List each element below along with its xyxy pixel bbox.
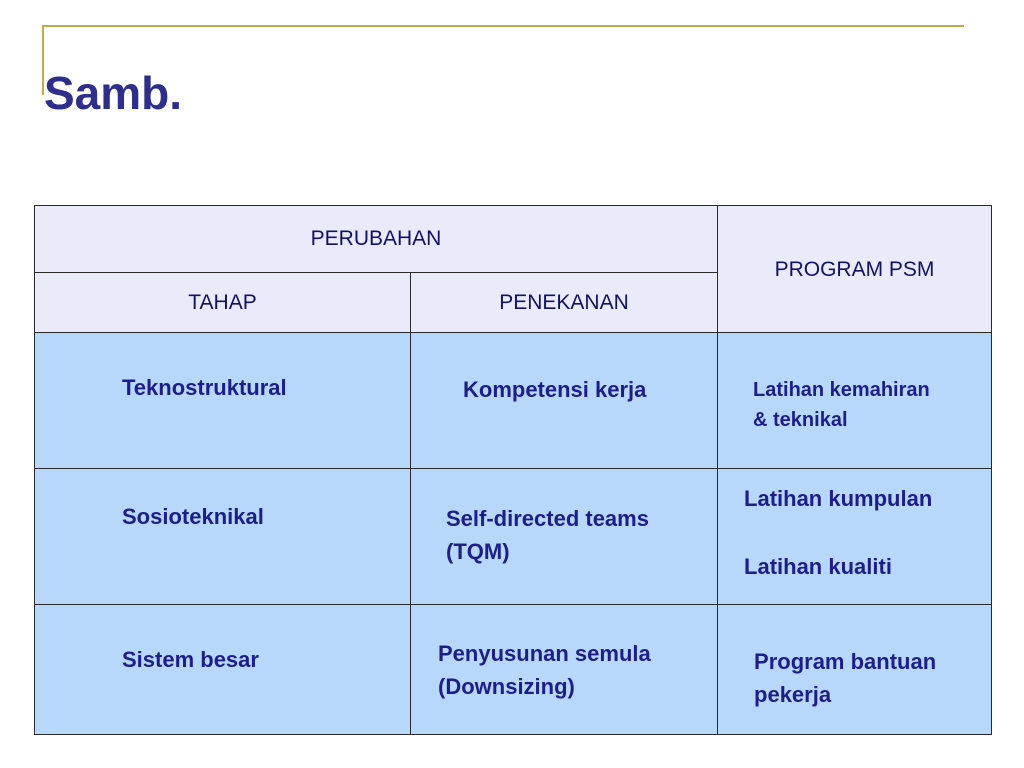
penekanan-line: Self-directed teams	[446, 506, 649, 531]
program-text	[754, 645, 936, 711]
penekanan-line: (TQM)	[446, 539, 510, 564]
penekanan-line: Penyusunan semula	[438, 641, 651, 666]
table-row	[35, 605, 992, 735]
cell-tahap	[35, 333, 411, 469]
table-row	[35, 469, 992, 605]
penekanan-text	[438, 637, 651, 703]
program-text	[753, 375, 930, 435]
header-tahap: TAHAP	[35, 273, 411, 333]
tahap-text: Teknostruktural	[122, 375, 287, 400]
cell-penekanan	[411, 605, 718, 735]
penekanan-line: (Downsizing)	[438, 674, 575, 699]
header-program-psm: PROGRAM PSM	[718, 206, 992, 333]
cell-program	[718, 605, 992, 735]
program-line: pekerja	[754, 682, 832, 707]
psm-table	[34, 205, 992, 735]
program-text	[744, 482, 932, 584]
cell-penekanan	[411, 333, 718, 469]
program-line: Latihan kualiti	[744, 554, 892, 579]
cell-program	[718, 469, 992, 605]
program-line: Latihan kemahiran	[753, 379, 930, 401]
program-line: Program bantuan	[754, 649, 937, 674]
cell-program	[718, 333, 992, 469]
tahap-text: Sistem besar	[122, 647, 259, 672]
cell-penekanan	[411, 469, 718, 605]
header-row-1	[35, 206, 992, 273]
penekanan-line: Kompetensi kerja	[463, 377, 647, 402]
header-penekanan: PENEKANAN	[411, 273, 718, 333]
cell-tahap	[35, 605, 411, 735]
tahap-text: Sosioteknikal	[122, 504, 264, 529]
table-row	[35, 333, 992, 469]
slide-title: Samb.	[44, 67, 183, 119]
penekanan-text	[446, 502, 649, 568]
program-line: & teknikal	[753, 409, 848, 431]
header-perubahan: PERUBAHAN	[35, 206, 718, 273]
accent-line-top	[42, 25, 964, 27]
penekanan-text	[463, 373, 646, 406]
cell-tahap	[35, 469, 411, 605]
program-line: Latihan kumpulan	[744, 486, 933, 511]
